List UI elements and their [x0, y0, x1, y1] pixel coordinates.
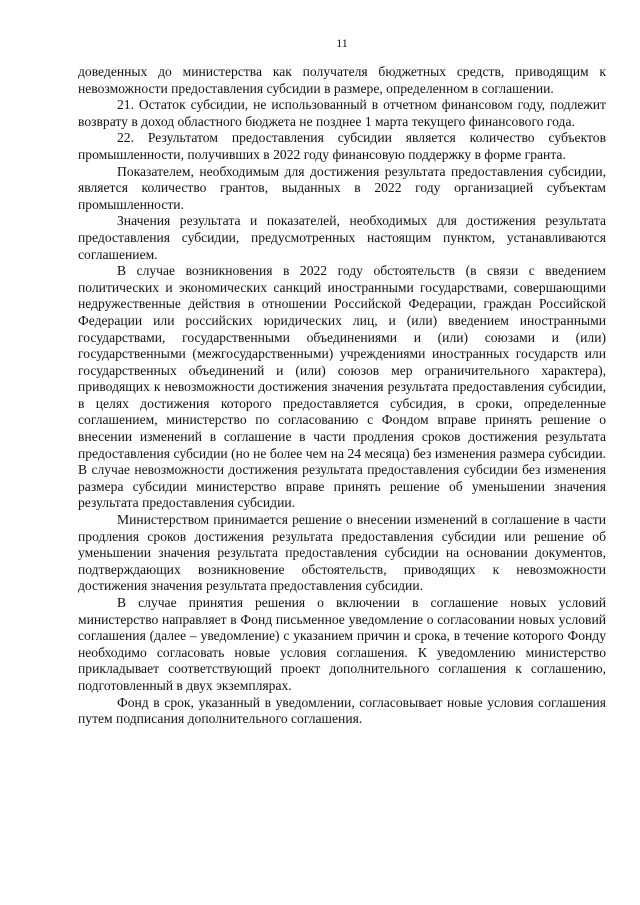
- document-body: [78, 64, 606, 728]
- paragraph-new-conditions: В случае принятия решения о включении в соглашение новых условий министерство направляет в Фонд письменное уведомление о согласовании новых условий соглашения (далее – уведомление) с указанием причин и срока, в течение которого Фонду необходимо согласовать новые условия соглашения. К уведомлению министерство прикладывает соответствующий проект дополнительного соглашения к соглашению, подготовленный в двух экземплярах.: [78, 595, 606, 693]
- paragraph-ministry-decision: Министерством принимается решение о внесении изменений в соглашение в части продления сроков достижения результата предоставления субсидии или решение об уменьшении значения результата предоставления субсидии на основании документов, подтверждающих возникновение обстоятельств, приводящих к невозможности достижения значения результата предоставления субсидии.: [78, 512, 606, 594]
- paragraph-result-values: Значения результата и показателей, необходимых для достижения результата предоставления субсидии, предусмотренных настоящим пунктом, устанавливаются соглашением.: [78, 213, 606, 262]
- paragraph-clause-21: 21. Остаток субсидии, не использованный в отчетном финансовом году, подлежит возврату в доход областного бюджета не позднее 1 марта текущего финансового года.: [78, 97, 606, 129]
- paragraph-continuation: доведенных до министерства как получателя бюджетных средств, приводящим к невозможности предоставления субсидии в размере, определенном в соглашении.: [78, 64, 606, 96]
- page-number: 11: [336, 36, 348, 50]
- paragraph-clause-22: 22. Результатом предоставления субсидии является количество субъектов промышленности, получивших в 2022 году финансовую поддержку в форме гранта.: [78, 130, 606, 162]
- paragraph-sanctions-circumstances: В случае возникновения в 2022 году обстоятельств (в связи с введением политических и экономических санкций иностранными государствами, совершающими недружественные действия в отношении Российской Федерации, граждан Российской Федерации или российских юридических лиц, и (или) введением иностранными государствами, государственными объединениями и (или) союзами и (или) государственными (межгосударственными) учреждениями иностранных государств или государственных объединений и (или) союзов мер ограничительного характера), приводящих к невозможности достижения значения результата предоставления субсидии, в целях достижения которого предоставляется субсидия, в сроки, определенные соглашением, министерство по согласованию с Фондом вправе принять решение о внесении изменений в соглашение в части продления сроков достижения результата предоставления субсидии (но не более чем на 24 месяца) без изменения размера субсидии. В случае невозможности достижения результата предоставления субсидии без изменения размера субсидии министерство вправе принять решение об уменьшении значения результата предоставления субсидии.: [78, 263, 606, 511]
- paragraph-fund-approval: Фонд в срок, указанный в уведомлении, согласовывает новые условия соглашения путем подписания дополнительного соглашения.: [78, 694, 606, 727]
- paragraph-indicator: Показателем, необходимым для достижения результата предоставления субсидии, является количество грантов, выданных в 2022 году организацией субъектам промышленности.: [78, 163, 606, 212]
